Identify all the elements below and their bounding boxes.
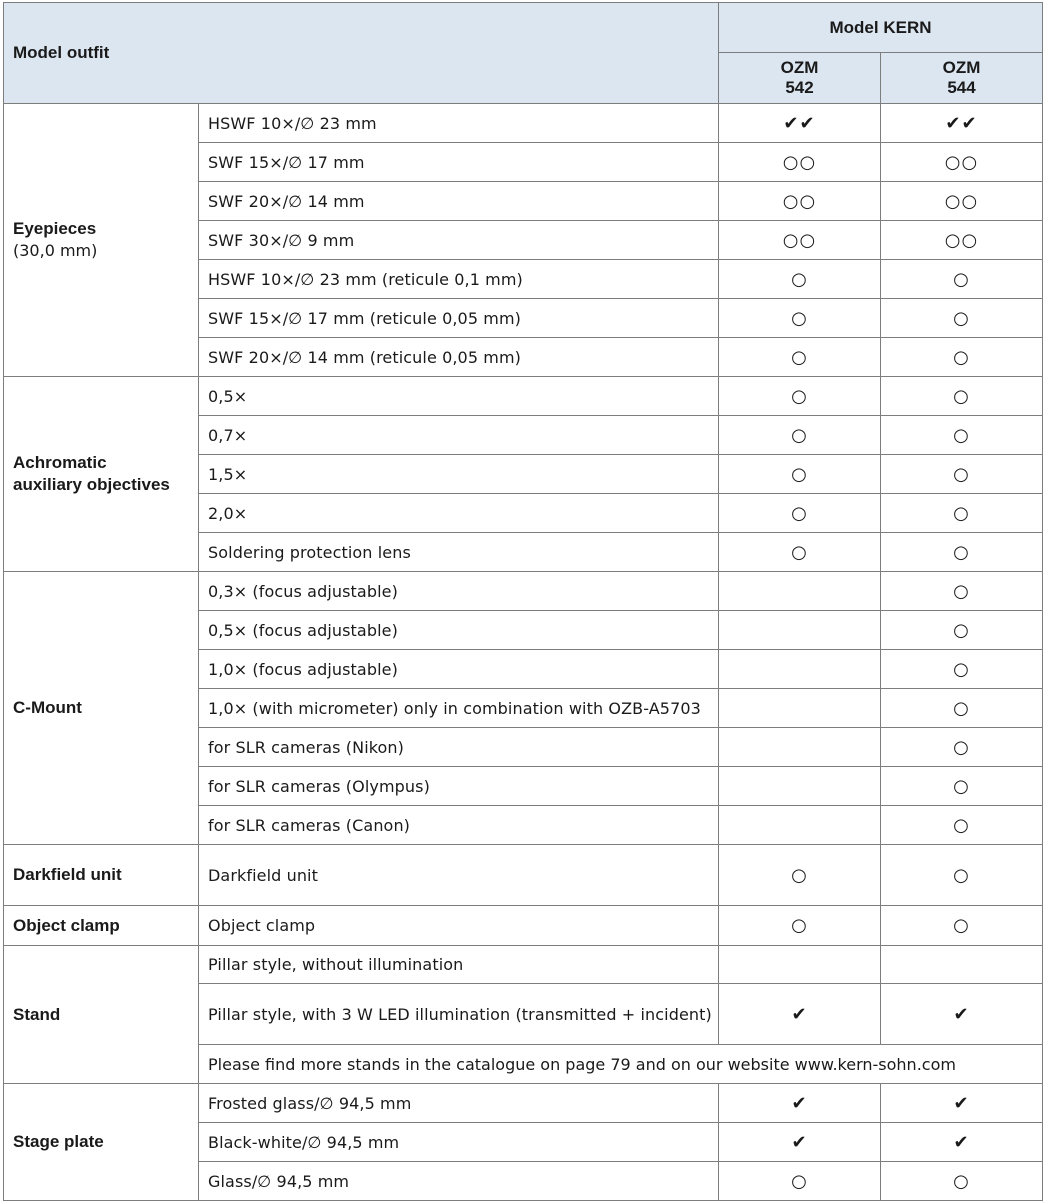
ozm-542-mark: ○ bbox=[719, 906, 881, 946]
group-eyepieces bbox=[4, 104, 199, 377]
item-label: 1,0× (focus adjustable) bbox=[199, 650, 719, 689]
ozm-544-mark: ○ bbox=[881, 806, 1043, 845]
ozm-544-mark: ○ bbox=[881, 845, 1043, 906]
stand-catalogue-note: Please find more stands in the catalogue on page 79 and on our website www.kern-sohn.com bbox=[199, 1045, 1043, 1084]
item-label: SWF 20×/∅ 14 mm (reticule 0,05 mm) bbox=[199, 338, 719, 377]
group-name: Stage plate bbox=[13, 1132, 104, 1151]
ozm-542-mark bbox=[719, 806, 881, 845]
item-label: 0,7× bbox=[199, 416, 719, 455]
ozm-542-mark: ○ bbox=[719, 416, 881, 455]
ozm-544-mark: ○ bbox=[881, 533, 1043, 572]
ozm-542-mark: ○ bbox=[719, 377, 881, 416]
ozm-544-mark: ✔ bbox=[881, 1123, 1043, 1162]
ozm-542-mark: ✔✔ bbox=[719, 104, 881, 143]
group-name: C-Mount bbox=[13, 698, 82, 717]
ozm-542-mark bbox=[719, 728, 881, 767]
model-outfit-table bbox=[3, 2, 1043, 1201]
item-label: Glass/∅ 94,5 mm bbox=[199, 1162, 719, 1201]
item-label: Pillar style, with 3 W LED illumination (transmitted + incident) bbox=[199, 984, 719, 1045]
ozm-542-mark: ✔ bbox=[719, 1084, 881, 1123]
table-row bbox=[4, 906, 1043, 946]
ozm-544-mark: ○ bbox=[881, 260, 1043, 299]
ozm-542-mark: ○ bbox=[719, 1162, 881, 1201]
header-model-ozm-544: OZM 544 bbox=[881, 53, 1043, 104]
header-model-ozm-542: OZM 542 bbox=[719, 53, 881, 104]
ozm-542-mark: ✔ bbox=[719, 1123, 881, 1162]
ozm-542-mark: ○ bbox=[719, 845, 881, 906]
group-stand bbox=[4, 946, 199, 1084]
group-name: Eyepieces bbox=[13, 219, 97, 238]
item-label: SWF 15×/∅ 17 mm (reticule 0,05 mm) bbox=[199, 299, 719, 338]
ozm-542-mark bbox=[719, 689, 881, 728]
group-name: Stand bbox=[13, 1004, 61, 1024]
ozm-544-mark: ○ bbox=[881, 572, 1043, 611]
ozm-544-mark: ○ bbox=[881, 611, 1043, 650]
ozm-542-mark: ○ bbox=[719, 299, 881, 338]
ozm-544-mark: ○ bbox=[881, 1162, 1043, 1201]
item-label: HSWF 10×/∅ 23 mm bbox=[199, 104, 719, 143]
item-label: for SLR cameras (Olympus) bbox=[199, 767, 719, 806]
item-label: 1,5× bbox=[199, 455, 719, 494]
group-name: Darkfield unit bbox=[13, 865, 122, 884]
table-row bbox=[4, 572, 1043, 611]
ozm-542-mark: ○○ bbox=[719, 143, 881, 182]
ozm-544-mark: ✔ bbox=[881, 1084, 1043, 1123]
table-row bbox=[4, 1084, 1043, 1123]
ozm-544-mark: ○ bbox=[881, 689, 1043, 728]
ozm-542-mark: ○ bbox=[719, 455, 881, 494]
ozm-542-mark bbox=[719, 946, 881, 984]
item-label: 0,3× (focus adjustable) bbox=[199, 572, 719, 611]
ozm-542-mark: ○ bbox=[719, 494, 881, 533]
item-label: SWF 30×/∅ 9 mm bbox=[199, 221, 719, 260]
ozm-542-mark: ○○ bbox=[719, 182, 881, 221]
ozm-544-mark: ○ bbox=[881, 906, 1043, 946]
ozm-544-mark: ○ bbox=[881, 455, 1043, 494]
ozm-544-mark: ○ bbox=[881, 338, 1043, 377]
ozm-544-mark: ○○ bbox=[881, 143, 1043, 182]
ozm-544-mark bbox=[881, 946, 1043, 984]
table-row bbox=[4, 377, 1043, 416]
item-label: SWF 15×/∅ 17 mm bbox=[199, 143, 719, 182]
ozm-544-mark: ○ bbox=[881, 377, 1043, 416]
table-row bbox=[4, 104, 1043, 143]
item-label: SWF 20×/∅ 14 mm bbox=[199, 182, 719, 221]
group-stage-plate bbox=[4, 1084, 199, 1201]
ozm-542-mark: ○ bbox=[719, 533, 881, 572]
ozm-544-mark: ✔ bbox=[881, 984, 1043, 1045]
group-darkfield-unit bbox=[4, 845, 199, 906]
item-label: Pillar style, without illumination bbox=[199, 946, 719, 984]
item-label: HSWF 10×/∅ 23 mm (reticule 0,1 mm) bbox=[199, 260, 719, 299]
group-c-mount bbox=[4, 572, 199, 845]
ozm-542-mark bbox=[719, 572, 881, 611]
header-model-kern: Model KERN bbox=[719, 3, 1043, 53]
group-achromatic-objectives bbox=[4, 377, 199, 572]
ozm-542-mark bbox=[719, 611, 881, 650]
item-label: for SLR cameras (Nikon) bbox=[199, 728, 719, 767]
item-label: 1,0× (with micrometer) only in combination with OZB-A5703 bbox=[199, 689, 719, 728]
item-label: Soldering protection lens bbox=[199, 533, 719, 572]
group-object-clamp bbox=[4, 906, 199, 946]
ozm-542-mark: ○○ bbox=[719, 221, 881, 260]
item-label: 0,5× (focus adjustable) bbox=[199, 611, 719, 650]
group-name: Achromatic bbox=[13, 453, 107, 472]
group-name: Object clamp bbox=[13, 915, 120, 935]
table-row bbox=[4, 946, 1043, 984]
ozm-544-mark: ○ bbox=[881, 728, 1043, 767]
item-label: Object clamp bbox=[199, 906, 719, 946]
ozm-544-mark: ○ bbox=[881, 650, 1043, 689]
group-subtitle: (30,0 mm) bbox=[13, 241, 98, 260]
ozm-542-mark: ○ bbox=[719, 338, 881, 377]
header-model-outfit: Model outfit bbox=[4, 3, 719, 104]
ozm-544-mark: ○○ bbox=[881, 221, 1043, 260]
item-label: 0,5× bbox=[199, 377, 719, 416]
item-label: Black-white/∅ 94,5 mm bbox=[199, 1123, 719, 1162]
ozm-544-mark: ○○ bbox=[881, 182, 1043, 221]
ozm-544-mark: ✔✔ bbox=[881, 104, 1043, 143]
group-name: auxiliary objectives bbox=[13, 475, 170, 494]
ozm-542-mark bbox=[719, 650, 881, 689]
item-label: Darkfield unit bbox=[199, 845, 719, 906]
ozm-544-mark: ○ bbox=[881, 767, 1043, 806]
item-label: Frosted glass/∅ 94,5 mm bbox=[199, 1084, 719, 1123]
item-label: 2,0× bbox=[199, 494, 719, 533]
ozm-542-mark: ✔ bbox=[719, 984, 881, 1045]
ozm-542-mark: ○ bbox=[719, 260, 881, 299]
table-row bbox=[4, 845, 1043, 906]
item-label: for SLR cameras (Canon) bbox=[199, 806, 719, 845]
ozm-544-mark: ○ bbox=[881, 299, 1043, 338]
ozm-542-mark bbox=[719, 767, 881, 806]
ozm-544-mark: ○ bbox=[881, 494, 1043, 533]
ozm-544-mark: ○ bbox=[881, 416, 1043, 455]
